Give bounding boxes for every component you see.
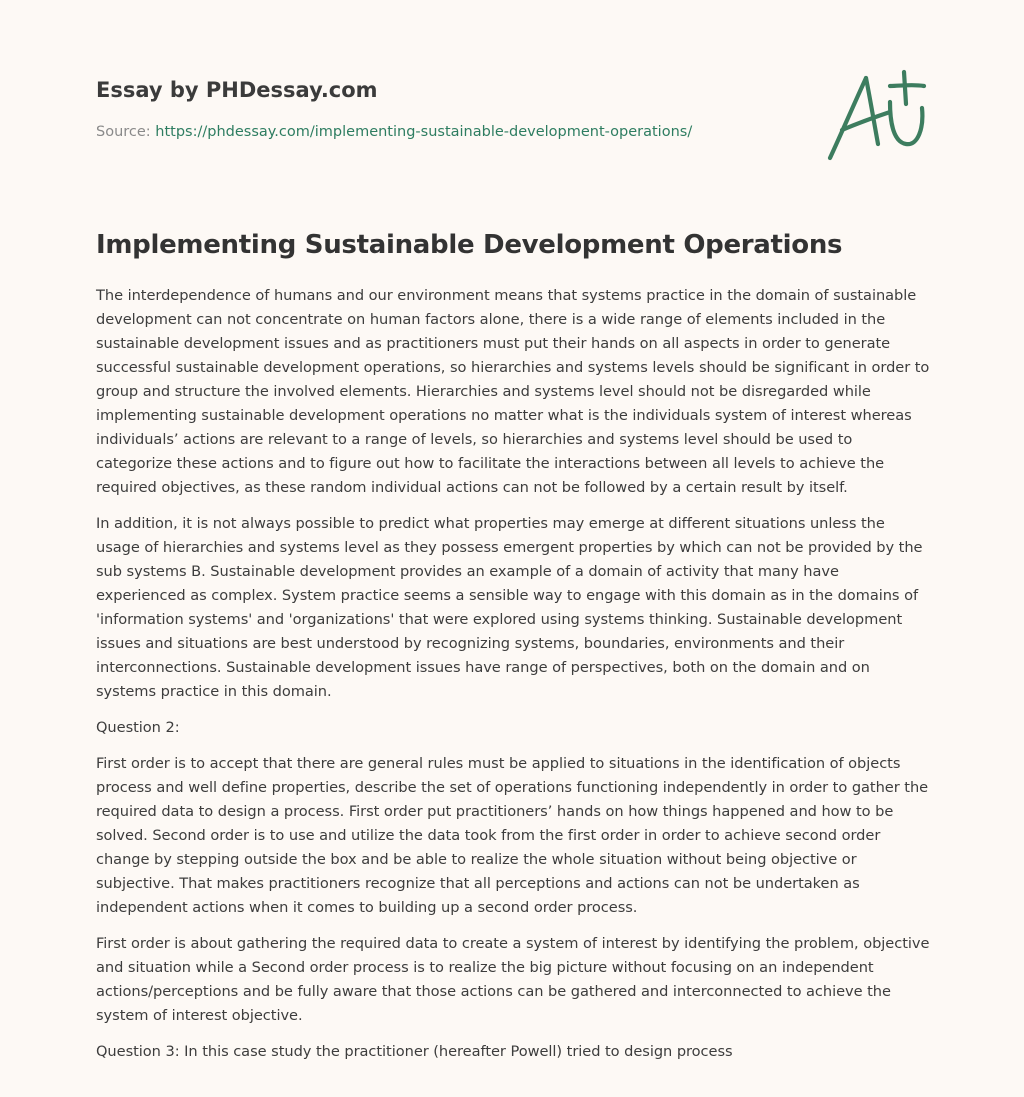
question-2-heading: Question 2: [96, 719, 180, 736]
paragraph-1: The interdependence of humans and our environment means that systems practice in the domain of sustainable development can not concentrate on human factors alone, there is a wide range of elements included in the sustainable development issues and as practitioners must put their hands on all aspects in order to generate successful sustainable development operations, so hierarchies and systems levels should be significant in order to group and structure the involved elements. Hierarchies and systems level should not be disregarded while implementing sustainable development operations no matter what is the individuals system of interest whereas individuals’ actions are relevant to a range of levels, so hierarchies and systems level should be used to categorize these actions and to figure out how to facilitate the interactions between all levels to achieve the required objectives, as these random individual actions can not be followed by a certain result by itself. [96, 287, 930, 496]
article [96, 226, 932, 1076]
source-link[interactable]: https://phdessay.com/implementing-sustainable-development-operations/ [155, 124, 693, 140]
site-title: Essay by PHDessay.com [96, 78, 378, 102]
source-label: Source: [96, 124, 156, 140]
question-3-paragraph: Question 3: In this case study the practitioner (hereafter Powell) tried to design process [96, 1043, 733, 1060]
site-header [96, 76, 796, 142]
source-line [96, 122, 796, 142]
paragraph-3: First order is to accept that there are general rules must be applied to situations in the identification of objects process and well define properties, describe the set of operations functioning independently in order to gather the required data to design a process. First order put practitioners’ hands on how things happened and how to be solved. Second order is to use and utilize the data took from the first order in order to achieve second order change by stepping outside the box and be able to realize the whole situation without being objective or subjective. That makes practitioners recognize that all perceptions and actions can not be undertaken as independent actions when it comes to building up a second order process. [96, 755, 929, 916]
article-title: Implementing Sustainable Development Operations [96, 230, 843, 260]
a-plus-logo-icon [820, 66, 932, 166]
paragraph-2: In addition, it is not always possible to predict what properties may emerge at different situations unless the usage of hierarchies and systems level as they possess emergent properties by which can not be provided by the sub systems B. Sustainable development provides an example of a domain of activity that many have experienced as complex. System practice seems a sensible way to engage with this domain as in the domains of 'information systems' and 'organizations' that were explored using systems thinking. Sustainable development issues and situations are best understood by recognizing systems, boundaries, environments and their interconnections. Sustainable development issues have range of perspectives, both on the domain and on systems practice in this domain. [96, 515, 923, 700]
paragraph-4: First order is about gathering the required data to create a system of interest by identifying the problem, objective and situation while a Second order process is to realize the big picture without focusing on an independent actions/perceptions and be fully aware that those actions can be gathered and interconnected to achieve the system of interest objective. [96, 935, 930, 1024]
